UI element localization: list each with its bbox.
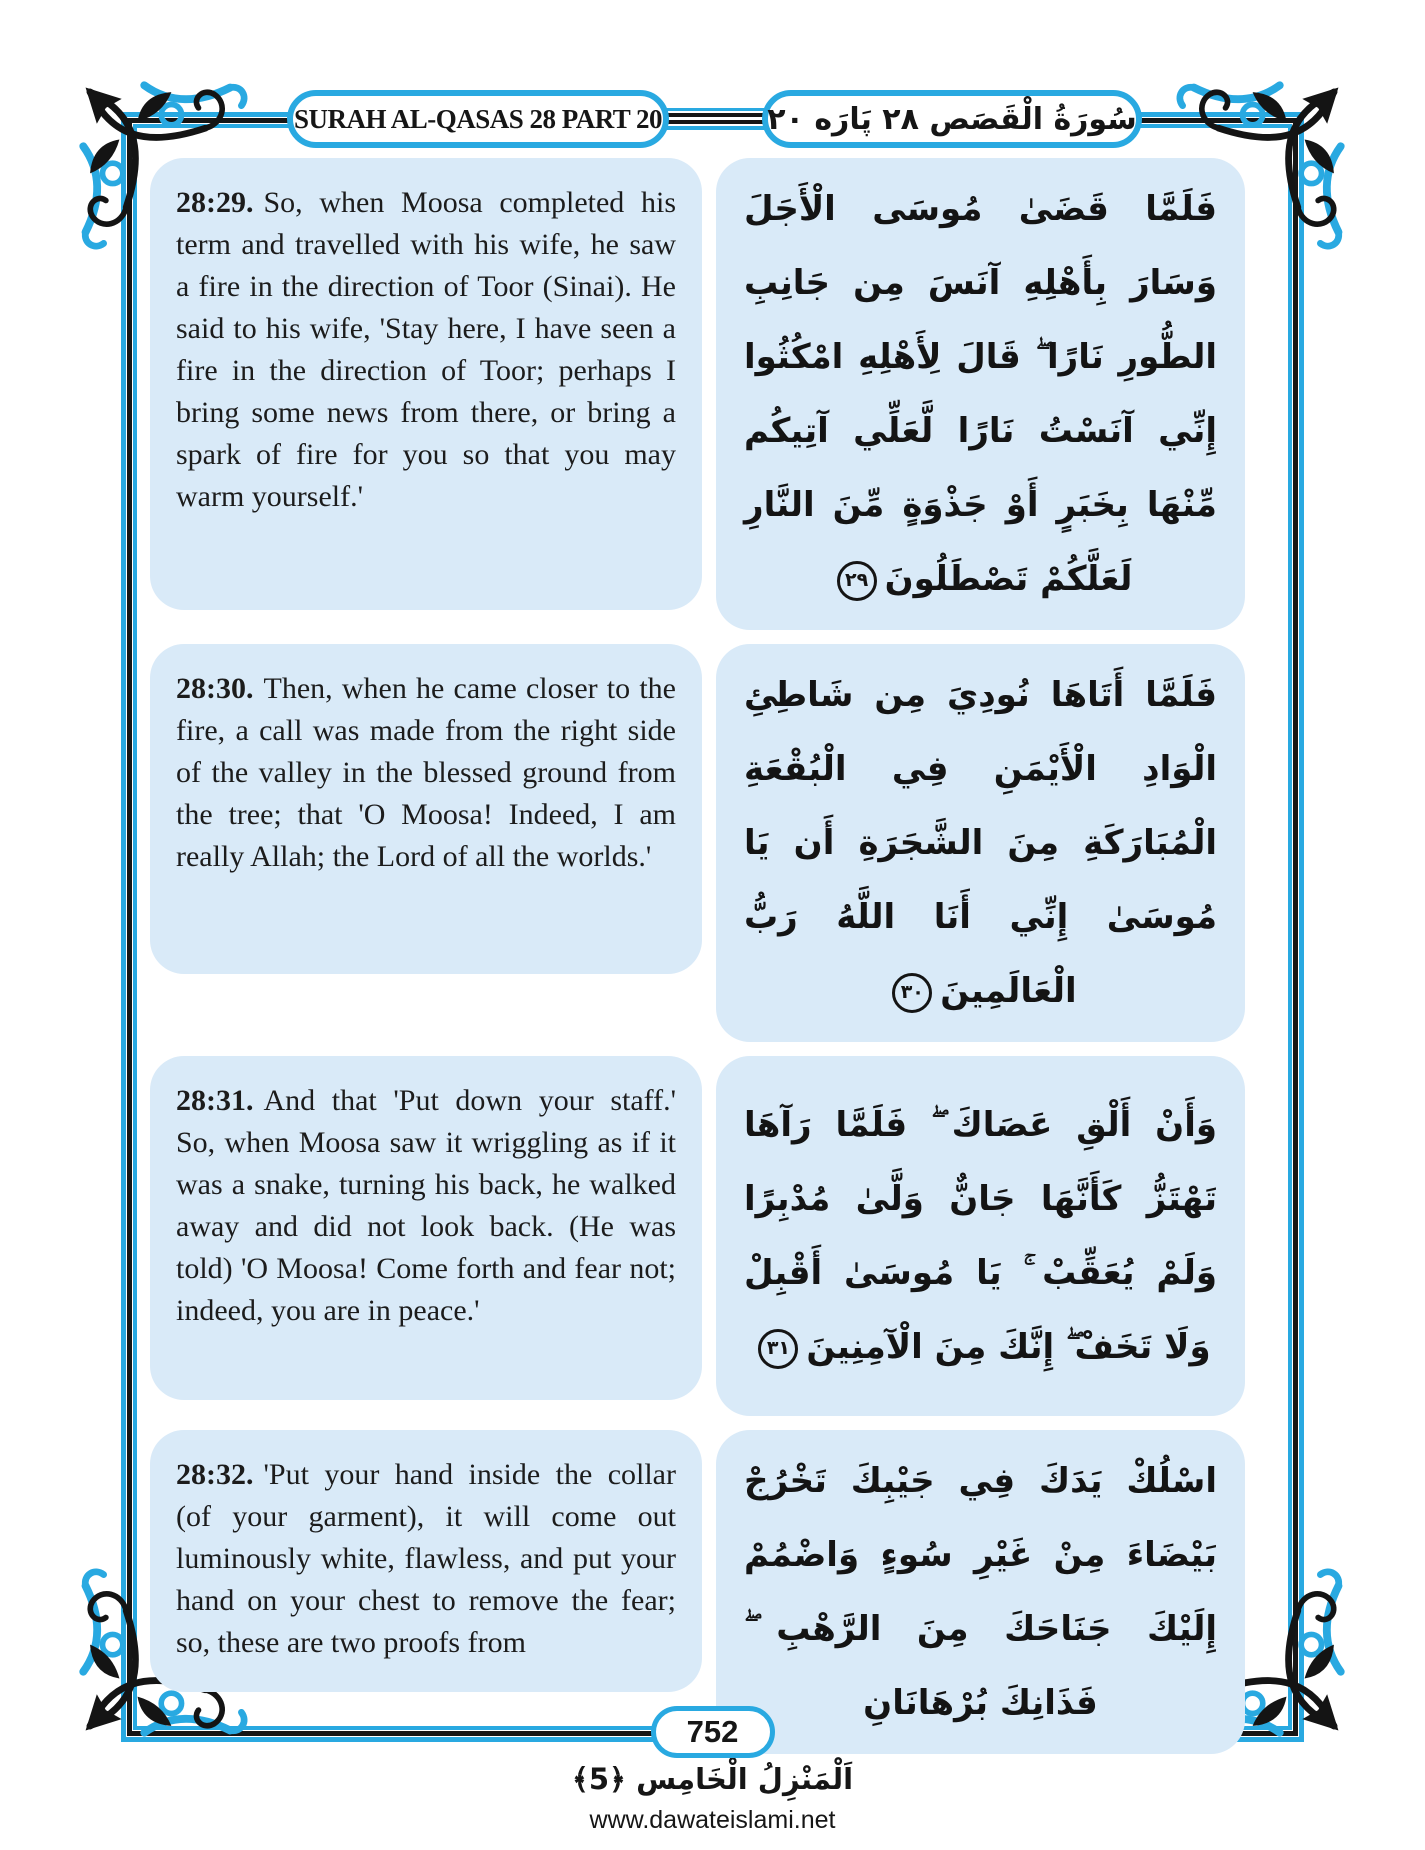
page-number-badge: 752 bbox=[651, 1706, 775, 1758]
arabic-verse-text: فَلَمَّا قَضَىٰ مُوسَى الْأَجَلَ وَسَارَ بِأَهْلِهِ آنَسَ مِن جَانِبِ الطُّورِ نَارًا ۖ قَالَ لِأَهْلِهِ امْكُثُوا إِنِّي آنَسْتُ نَارًا لَّعَلِّي آتِيكُم مِّنْهَا بِخَبَرٍ أَوْ جَذْوَةٍ مِّنَ النَّارِ لَعَلَّكُمْ تَصْطَلُونَ bbox=[744, 189, 1217, 599]
surah-title-banner: SURAH AL-QASAS 28 PART 20 bbox=[287, 90, 669, 148]
arabic-verse-text: اسْلُكْ يَدَكَ فِي جَيْبِكَ تَخْرُجْ بَيْضَاءَ مِنْ غَيْرِ سُوءٍ وَاضْمُمْ إِلَيْكَ جَنَاحَكَ مِنَ الرَّهْبِ ۖ فَذَانِكَ بُرْهَانَانِ bbox=[744, 1461, 1217, 1723]
verse-reference: 28:32. bbox=[176, 1458, 254, 1491]
header-divider-lines bbox=[664, 108, 768, 130]
arabic-verse-box bbox=[716, 1430, 1245, 1754]
verse-row bbox=[150, 158, 1245, 630]
arabic-verse-box bbox=[716, 158, 1245, 630]
verse-reference: 28:29. bbox=[176, 186, 254, 219]
verses-area bbox=[150, 158, 1245, 1754]
english-translation-text: And that 'Put down your staff.' So, when Moosa saw it wriggling as if it was a snake, turning his back, he walked away and did not look back. (He was told) 'O Moosa! Come forth and fear not; indeed, you are in peace.' bbox=[176, 1084, 676, 1327]
english-translation-text: So, when Moosa completed his term and travelled with his wife, he saw a fire in the direction of Toor (Sinai). He said to his wife, 'Stay here, I have seen a fire in the direction of Toor; perhaps I bring some news from there, or bring a spark of fire for you so that you may warm yourself.' bbox=[176, 186, 676, 513]
ayah-number-badge: ٣١ bbox=[758, 1329, 798, 1369]
surah-title-banner-arabic: سُورَةُ الْقَصَص ٢٨ پَارَه ٢٠ bbox=[762, 90, 1142, 148]
verse-reference: 28:30. bbox=[176, 672, 254, 705]
verse-row bbox=[150, 644, 1245, 1042]
english-translation-box bbox=[150, 158, 702, 610]
english-translation-box bbox=[150, 644, 702, 974]
english-translation-box bbox=[150, 1056, 702, 1400]
english-translation-text: Then, when he came closer to the fire, a call was made from the right side of the valley in the blessed ground from the tree; that 'O Moosa! Indeed, I am really Allah; the Lord of all the worlds.' bbox=[176, 672, 676, 873]
arabic-verse-box bbox=[716, 1056, 1245, 1416]
arabic-verse-text: فَلَمَّا أَتَاهَا نُودِيَ مِن شَاطِئِ الْوَادِ الْأَيْمَنِ فِي الْبُقْعَةِ الْمُبَارَكَةِ مِنَ الشَّجَرَةِ أَن يَا مُوسَىٰ إِنِّي أَنَا اللَّهُ رَبُّ الْعَالَمِينَ bbox=[744, 675, 1217, 1011]
english-translation-box bbox=[150, 1430, 702, 1692]
verse-row bbox=[150, 1056, 1245, 1416]
english-translation-text: 'Put your hand inside the collar (of your garment), it will come out luminously white, flawless, and put your hand on your chest to remove the fear; so, these are two proofs from bbox=[176, 1458, 676, 1659]
ayah-number-badge: ٢٩ bbox=[837, 561, 877, 601]
arabic-verse-text: وَأَنْ أَلْقِ عَصَاكَ ۖ فَلَمَّا رَآهَا تَهْتَزُّ كَأَنَّهَا جَانٌّ وَلَّىٰ مُدْبِرًا وَلَمْ يُعَقِّبْ ۚ يَا مُوسَىٰ أَقْبِلْ وَلَا تَخَفْ ۖ إِنَّكَ مِنَ الْآمِنِينَ bbox=[744, 1105, 1217, 1367]
manzil-label: اَلْمَنْزِلُ الْخَامِس ﴿5﴾ bbox=[571, 1762, 854, 1796]
verse-reference: 28:31. bbox=[176, 1084, 254, 1117]
ayah-number-badge: ٣٠ bbox=[892, 973, 932, 1013]
arabic-verse-box bbox=[716, 644, 1245, 1042]
website-url: www.dawateislami.net bbox=[589, 1806, 836, 1834]
